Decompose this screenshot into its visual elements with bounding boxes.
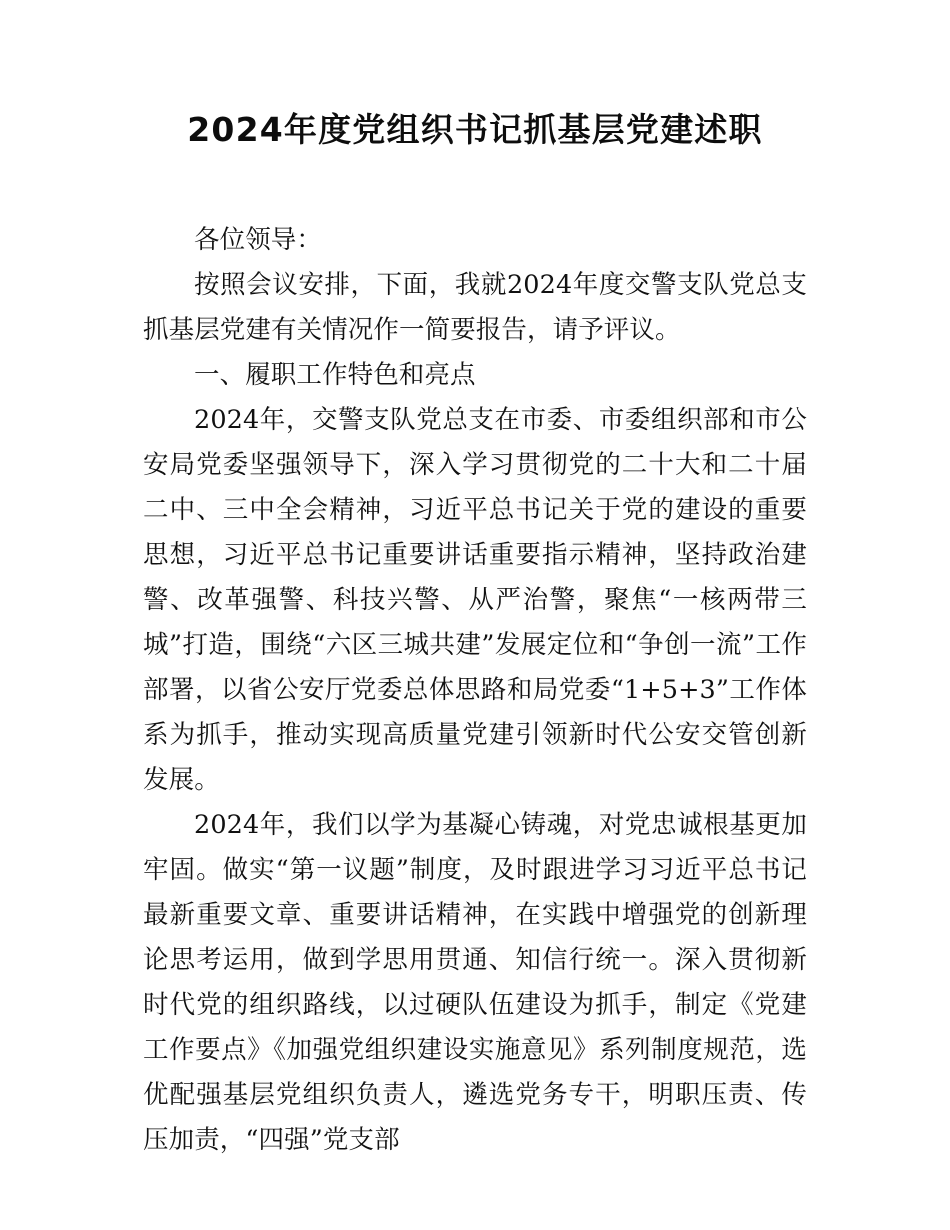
document-body (143, 218, 807, 1163)
salutation-line: 各位领导： (194, 225, 323, 255)
paragraph-intro: 按照会议安排，下面，我就2024年度交警支队党总支抓基层党建有关情况作一简要报告，请予评议。 (143, 270, 807, 345)
page-title: 2024年度党组织书记抓基层党建述职 (187, 110, 763, 149)
section-heading-1: 一、履职工作特色和亮点 (194, 360, 476, 390)
paragraph-body-1: 2024年，交警支队党总支在市委、市委组织部和市公安局党委坚强领导下，深入学习贯彻党的二十大和二十届二中、三中全会精神，习近平总书记关于党的建设的重要思想，习近平总书记重要讲话重要指示精神，坚持政治建警、改革强警、科技兴警、从严治警，聚焦“一核两带三城”打造，围绕“六区三城共建”发展定位和“争创一流”工作部署，以省公安厅党委总体思路和局党委“1+5+3”工作体系为抓手，推动实现高质量党建引领新时代公安交管创新发展。 (143, 405, 807, 795)
paragraph-body-2: 2024年，我们以学为基凝心铸魂，对党忠诚根基更加牢固。做实“第一议题”制度，及时跟进学习习近平总书记最新重要文章、重要讲话精神，在实践中增强党的创新理论思考运用，做到学思用贯通、知信行统一。深入贯彻新时代党的组织路线，以过硬队伍建设为抓手，制定《党建工作要点》《加强党组织建设实施意见》系列制度规范，选优配强基层党组织负责人，遴选党务专干，明职压责、传压加责，“四强”党支部 (143, 810, 807, 1155)
